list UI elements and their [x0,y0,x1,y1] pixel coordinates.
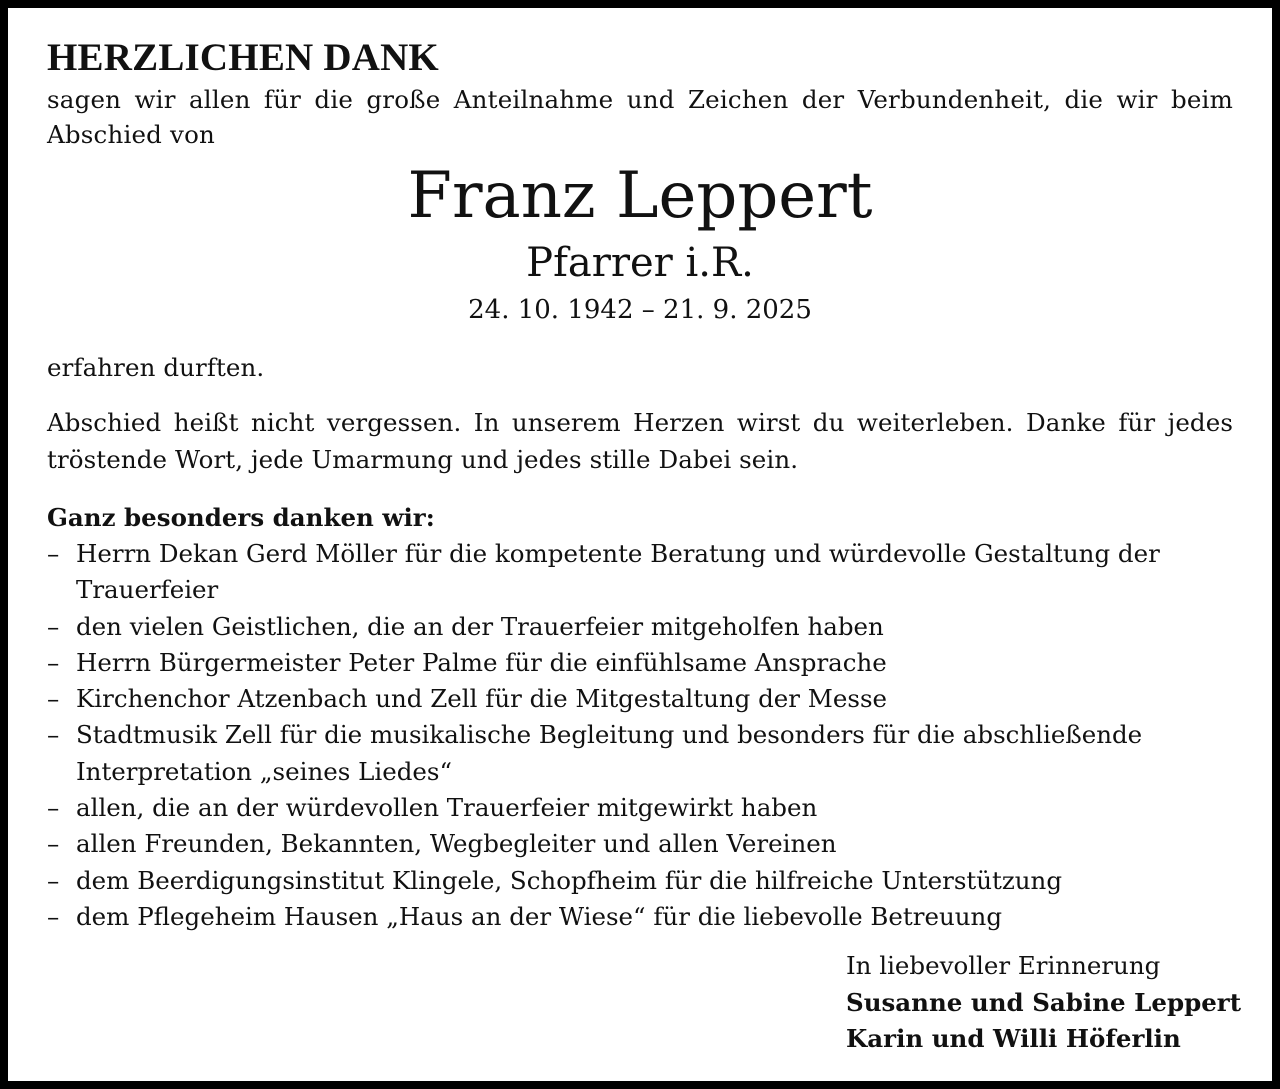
list-item [47,826,1233,862]
signature-name: Susanne und Sabine Leppert [846,987,1242,1017]
list-item-text: dem Beerdigungsinstitut Klingele, Schopfheim für die hilfreiche Unterstützung [76,865,1063,895]
dash-bullet: – [47,684,60,714]
dash-bullet: – [47,793,60,823]
dash-bullet: – [47,720,60,750]
notice-content [47,34,1233,935]
list-item [47,645,1233,681]
list-item [47,681,1233,717]
intro-text: sagen wir allen für die große Anteilnahme und Zeichen der Verbundenheit, die wir beim Abschied von [47,85,1233,149]
list-item [47,609,1233,645]
thanks-list [47,536,1233,935]
dash-bullet: – [47,539,60,568]
list-item [47,536,1233,609]
list-item-text: allen, die an der würdevollen Trauerfeier mitgewirkt haben [76,793,818,823]
dash-bullet: – [47,829,60,859]
signature-block [846,948,1241,1058]
life-dates: 24. 10. 1942 – 21. 9. 2025 [468,295,812,325]
list-item-text: Herrn Dekan Gerd Möller für die kompetente Beratung und würdevolle Gestaltung der Trauerfeier [76,539,1160,605]
list-item-text: allen Freunden, Bekannten, Wegbegleiter und allen Vereinen [76,829,837,859]
list-item-text: dem Pflegeheim Hausen „Haus an der Wiese“ für die liebevolle Betreuung [76,901,1002,931]
after-name-text: erfahren durften. [47,353,265,382]
notice-heading: HERZLICHEN DANK [47,36,439,79]
dash-bullet: – [47,611,60,641]
thanks-heading: Ganz besonders danken wir: [47,503,435,532]
list-item [47,717,1233,790]
list-item-text: Herrn Bürgermeister Peter Palme für die einfühlsame Ansprache [76,647,887,677]
dash-bullet: – [47,901,60,931]
deceased-title: Pfarrer i.R. [526,240,754,286]
dash-bullet: – [47,647,60,677]
list-item-text: Kirchenchor Atzenbach und Zell für die Mitgestaltung der Messe [76,684,888,714]
signature-line: In liebevoller Erinnerung [846,951,1161,980]
list-item-text: Stadtmusik Zell für die musikalische Begleitung und besonders für die abschließende Interpretation „seines Liedes“ [76,720,1143,786]
dash-bullet: – [47,865,60,895]
list-item [47,863,1233,899]
deceased-name: Franz Leppert [407,159,873,233]
remembrance-text: Abschied heißt nicht vergessen. In unserem Herzen wirst du weiterleben. Danke für jedes tröstende Wort, jede Umarmung und jedes stille Dabei sein. [47,408,1233,474]
list-item [47,790,1233,826]
signature-name: Karin und Willi Höferlin [846,1024,1181,1053]
deceased-block [47,156,1233,329]
list-item [47,899,1233,935]
list-item-text: den vielen Geistlichen, die an der Trauerfeier mitgeholfen haben [76,611,884,641]
